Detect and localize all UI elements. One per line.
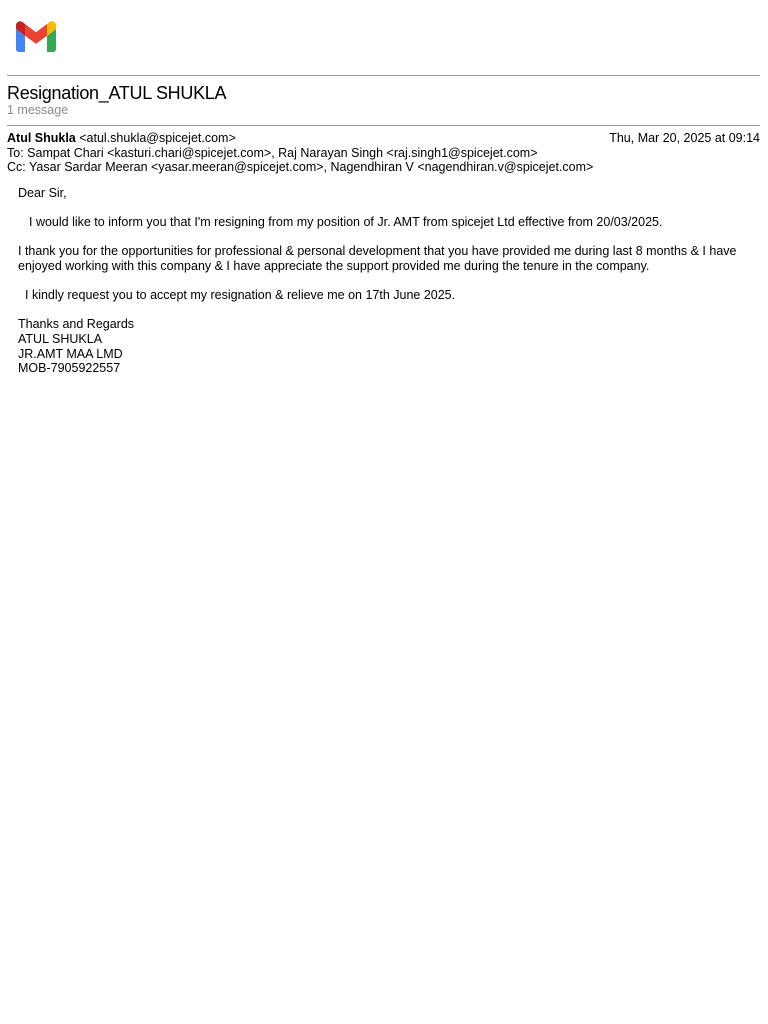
message-divider [7, 125, 760, 126]
sender-name: Atul Shukla [7, 131, 76, 145]
gmail-icon [16, 21, 56, 52]
closing: Thanks and Regards [18, 317, 135, 332]
sender-email: <atul.shukla@spicejet.com> [79, 131, 236, 145]
greeting: Dear Sir, [18, 186, 67, 200]
email-subject: Resignation_ATUL SHUKLA [7, 83, 227, 103]
body-paragraph-1: I would like to inform you that I'm resigning from my position of Jr. AMT from spicejet Ltd effective from 20/03/2025. [29, 215, 663, 230]
cc-recipients: Yasar Sardar Meeran <yasar.meeran@spicejet.com>, Nagendhiran V <nagendhiran.v@spicejet.com> [29, 160, 594, 174]
sender-line [7, 131, 236, 146]
to-label: To: [7, 146, 24, 160]
header-divider [7, 75, 760, 76]
body-paragraph-3: I kindly request you to accept my resignation & relieve me on 17th June 2025. [25, 288, 456, 303]
cc-line [7, 160, 593, 175]
to-line [7, 146, 538, 161]
signature-name: ATUL SHUKLA [18, 331, 103, 346]
email-body [18, 186, 754, 376]
signature-mobile: MOB-7905922557 [18, 361, 121, 376]
email-date: Thu, Mar 20, 2025 at 09:14 [609, 131, 760, 145]
message-count: 1 message [7, 103, 69, 117]
body-paragraph-2: I thank you for the opportunities for professional & personal development that you have provided me during last 8 months & I have enjoyed working with this company & I have appreciate the support provided me during the tenure in the company. [18, 244, 737, 273]
cc-label: Cc: [7, 160, 26, 174]
signature-title: JR.AMT MAA LMD [18, 346, 123, 361]
to-recipients: Sampat Chari <kasturi.chari@spicejet.com>, Raj Narayan Singh <raj.singh1@spicejet.com> [27, 146, 538, 160]
